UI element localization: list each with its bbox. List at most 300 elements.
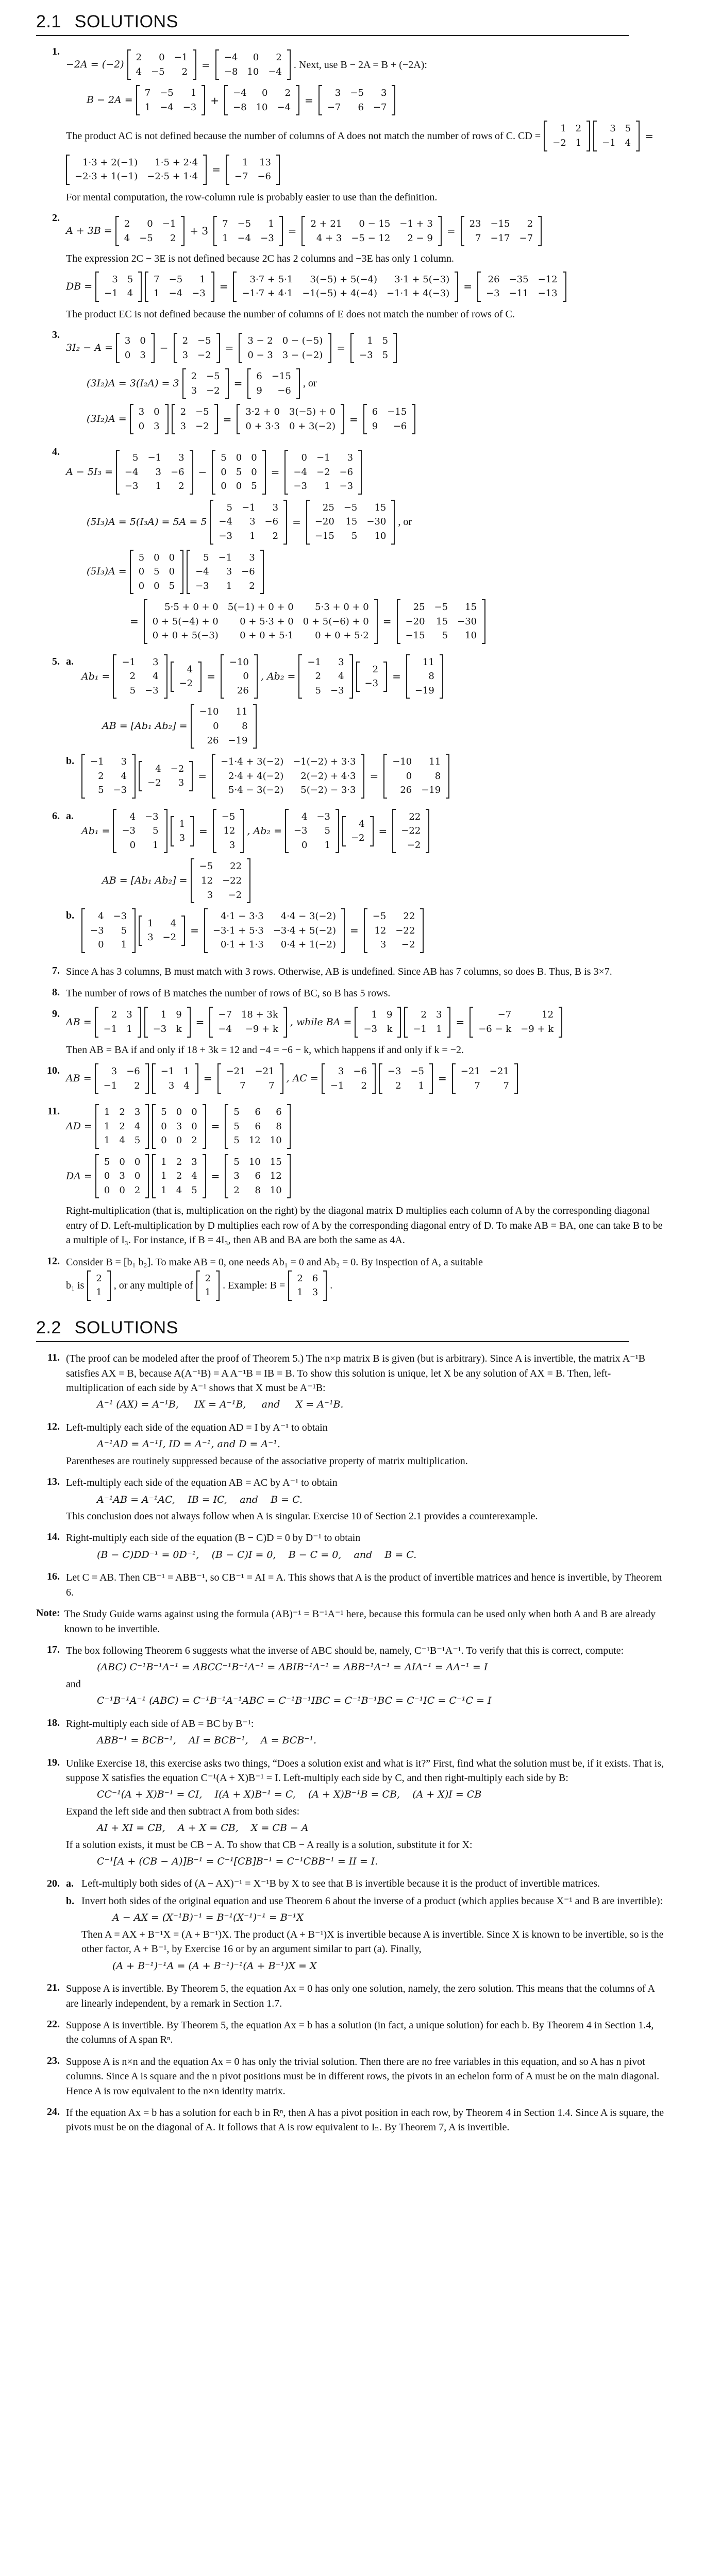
matrix-entry: −1	[413, 1024, 427, 1035]
matrix-entry: 3	[138, 406, 145, 418]
matrix-entry: −3	[293, 481, 307, 492]
matrix-entry: 5	[127, 274, 133, 285]
exercise-number: 1.	[52, 46, 60, 58]
matrix-entry: 0	[134, 1171, 141, 1182]
matrix	[225, 1154, 290, 1199]
matrix-entry: −15	[271, 371, 291, 382]
equation: (ABC) C⁻¹B⁻¹A⁻¹ = ABCC⁻¹B⁻¹A⁻¹ = ABIB⁻¹A⁻¹ = ABB⁻¹A⁻¹ = AIA⁻¹ = AA⁻¹ = I	[97, 1662, 488, 1673]
matrix-entry: −1	[218, 552, 232, 563]
matrix	[116, 333, 155, 363]
matrix-entry: 3	[380, 939, 387, 951]
matrix-entry: −2	[206, 385, 220, 396]
matrix-entry: 12	[542, 1009, 554, 1021]
matrix-entry: 5	[132, 452, 139, 464]
matrix-entry: 15	[436, 616, 448, 627]
matrix-entry: −19	[421, 785, 441, 796]
matrix-entry: −3	[124, 481, 139, 492]
matrix-entry: 2	[575, 123, 582, 134]
matrix-entry: −4	[277, 101, 291, 113]
matrix	[196, 1270, 220, 1301]
matrix-entry: 2	[129, 671, 136, 682]
matrix	[95, 1063, 149, 1094]
matrix-entry: −5	[434, 602, 448, 613]
matrix-entry: 8	[276, 1121, 282, 1132]
exercise-11: 11. AD = 1 2 3 1 2 4 1 4 5 5 0 0 0 3 0 0 0 2 = 5 6 6 5 6 8 5 12 10 DA = 5 0 0 0 3 0 0 0 2 1 2 3 1 2 4 1 4 5 = 5 10 15 3 6 12 2 8 10 Right-multiplication (that is, multiplication on the right) by the diagonal matrix D multiplies each column of A by the corresponding diagonal entry of D. Left-multiplication by D multiplies each row of A by the corresponding diagonal entry of D. To make AB = BA, one can take B to be a multiple of I₃. For instance, if B = 4I₃, then AB and BA are both the same as 4A.	[36, 1104, 668, 1248]
matrix-entry: 1	[222, 232, 228, 244]
matrix-entry: 4	[625, 138, 631, 148]
section-2-2-exercises	[36, 1350, 668, 1601]
equation-text: b₁ is	[66, 1280, 85, 1292]
matrix-entry: 3·7 + 5·1	[249, 274, 293, 285]
note-label: Note:	[36, 1607, 60, 1619]
matrix-entry: 22	[409, 811, 421, 822]
matrix-entry: 2	[315, 671, 321, 682]
exercise	[36, 1755, 668, 1871]
matrix-entry: 0	[98, 939, 104, 951]
matrix-entry: −5	[160, 88, 174, 99]
matrix-entry: 2	[119, 1107, 125, 1118]
matrix-entry: 2	[284, 88, 291, 99]
matrix-entry: 5	[226, 502, 232, 513]
equation-text: . Next, use B − 2A = B + (−2A):	[293, 59, 427, 71]
equation-text: AB =	[66, 1016, 92, 1028]
note	[36, 1606, 668, 1637]
matrix	[461, 216, 542, 246]
matrix-entry: −2·5 + 1·4	[147, 171, 198, 182]
matrix	[350, 333, 397, 363]
matrix-entry: 1	[371, 1009, 377, 1021]
matrix	[383, 754, 449, 799]
matrix-entry: 15	[465, 602, 477, 613]
matrix-entry: −15	[490, 218, 510, 230]
matrix-entry: 15	[374, 502, 387, 513]
matrix-entry: −5	[197, 335, 211, 346]
exercise-9: 9. AB = 2 3 −1 1 1 9 −3 k = −7 18 + 3k −4 −9 + k , while BA = 1 9 −3 k 2 3 −1 1 = −7 12 −6 − k −9 + k Then AB = BA if and only if 18 + 3k = 12 and −4 = −6 − k, which happens if and only if k = −2.	[36, 1007, 668, 1058]
matrix-entry: −3	[182, 101, 197, 113]
matrix	[212, 754, 365, 799]
matrix-entry: 5	[134, 1135, 141, 1146]
matrix-entry: 0	[191, 1107, 197, 1118]
matrix-entry: −19	[414, 685, 434, 696]
matrix-entry: 2	[176, 1156, 182, 1167]
matrix-entry: 0 + 5·3 + 0	[240, 616, 294, 627]
matrix-entry: 0	[138, 566, 145, 578]
paragraph: (The proof can be modeled after the proof of Theorem 5.) The n×p matrix B is given (but is arbitrary). Since A is invertible, the matrix A⁻¹B satisfies AX = B, because A(A⁻¹B) = A A⁻¹B = IB = B. To show this solution is unique, let X be any solution of AX = B. Then, left-multiplication of each side by A⁻¹ shows that X must be A⁻¹B:	[66, 1353, 646, 1394]
matrix-entry: 1	[161, 1184, 167, 1196]
matrix-entry: 4	[176, 1184, 182, 1196]
matrix-entry: 4	[129, 811, 136, 822]
matrix-entry: 0	[169, 566, 175, 578]
matrix	[593, 121, 640, 151]
matrix-entry: −5	[372, 911, 387, 922]
matrix-entry: −10	[229, 656, 249, 668]
matrix-entry: 7	[475, 232, 481, 244]
matrix-entry: 6	[276, 1107, 282, 1118]
matrix-entry: −2	[195, 420, 209, 432]
matrix-entry: −3·1 + 5·3	[212, 925, 264, 936]
matrix-entry: 0	[124, 349, 131, 361]
matrix-entry: 1	[153, 839, 159, 851]
matrix-entry: −3	[113, 785, 127, 796]
matrix-entry: 5	[191, 1184, 197, 1196]
matrix-entry: k	[176, 1024, 182, 1035]
matrix-entry: −7	[234, 171, 248, 182]
matrix	[544, 121, 590, 151]
matrix-entry: −1(−5) + 4(−4)	[302, 288, 377, 299]
matrix-entry: 0	[236, 481, 242, 492]
exercise-8	[36, 985, 668, 1002]
matrix	[209, 1007, 287, 1037]
matrix-entry: 22	[403, 911, 415, 922]
matrix-entry: 10	[270, 1184, 282, 1196]
matrix-entry: 7	[222, 218, 228, 230]
matrix-entry: −5	[237, 218, 252, 230]
matrix-entry: 0	[154, 580, 160, 591]
matrix-entry: −6	[170, 466, 185, 478]
matrix	[221, 654, 258, 699]
matrix-entry: −3	[330, 685, 344, 696]
matrix-entry: −8	[224, 66, 238, 77]
matrix-entry: 0	[140, 335, 146, 346]
matrix-entry: −6	[126, 1065, 140, 1077]
matrix-entry: 5	[382, 349, 389, 361]
matrix-entry: 3	[191, 385, 197, 396]
matrix-entry: 2	[395, 1080, 401, 1091]
exercise-6: 6. a. Ab₁ = 4 −3 −3 5 0 1 1 3 = −5 12 3 , Ab₂ = 4 −3 −3 5 0 1 4 −2 = 22 −22 −2 AB = [Ab₁ Ab₂] = −5 22 12 −22 3 −2 b. 4 −3 −3 5 0 1 1 4 3 −2 = 4·1 − 3·3 4·4 − 3(−2) −3·1 + 5·3 −3·4 + 5(−2) 0·1 + 1·3 0·4 + 1(−2) = −5 22 12 −22 3 −2	[36, 809, 668, 958]
matrix-entry: 2	[111, 1009, 118, 1021]
matrix-entry: 3 − (−2)	[282, 349, 323, 361]
matrix-entry: 26	[488, 274, 500, 285]
matrix-entry: 4	[153, 671, 159, 682]
equation: C⁻¹[A + (CB − A)]B⁻¹ = C⁻¹[CB]B⁻¹ = C⁻¹CBB⁻¹ = II = I.	[97, 1856, 378, 1868]
matrix-entry: 18 + 3k	[241, 1009, 278, 1021]
exercise	[36, 2054, 668, 2099]
matrix-entry: 2 − 9	[407, 232, 433, 244]
paragraph: Unlike Exercise 18, this exercise asks two things, “Does a solution exist and what is it?” First, find what the solution must be, if it exists. That is, suppose X satisfies the equation C⁻¹(A + X)B⁻¹ = I. Left-multiply each side by C, and then right-multiply each side by B:	[66, 1757, 664, 1784]
matrix-entry: 4	[134, 1121, 141, 1132]
matrix-entry: 5	[233, 1156, 240, 1167]
paragraph: If a solution exists, it must be CB − A. To show that CB − A really is a solution, substitute it for X:	[66, 1839, 473, 1851]
matrix-entry: 10	[247, 66, 259, 77]
paragraph: Left-multiply each side of the equation AD = I by A⁻¹ to obtain	[66, 1421, 328, 1433]
matrix-entry: −1	[330, 1080, 344, 1091]
matrix-entry: −1	[104, 288, 118, 299]
matrix-entry: −3	[192, 288, 206, 299]
matrix-entry: 4	[338, 671, 344, 682]
exercise-7	[36, 963, 668, 980]
matrix-entry: 7	[144, 88, 151, 99]
paragraph: Consider B = [b₁ b₂]. To make AB = 0, one needs Ab₁ = 0 and Ab₂ = 0. By inspection of A, a suitable	[66, 1256, 483, 1268]
matrix-entry: 1	[155, 481, 161, 492]
matrix	[191, 858, 251, 903]
exercise	[36, 1980, 668, 2012]
paragraph: The expression 2C − 3E is not defined because 2C has 2 columns and −3E has only 1 column.	[66, 253, 454, 265]
matrix-entry: 0	[147, 218, 153, 230]
matrix	[397, 599, 486, 644]
matrix-entry: −6	[257, 171, 271, 182]
matrix-entry: 1	[126, 1024, 132, 1035]
section-number: 2.2	[36, 1317, 61, 1337]
matrix-entry: −4	[233, 88, 247, 99]
matrix-entry: 10	[374, 531, 387, 542]
matrix-entry: −2	[162, 932, 177, 943]
matrix-entry: 2	[191, 1135, 197, 1146]
matrix-entry: −35	[509, 274, 529, 285]
matrix-entry: 3(−5) + 0	[289, 406, 336, 418]
matrix-entry: −1(−2) + 3·3	[293, 756, 356, 768]
matrix-entry: −22	[222, 875, 242, 886]
matrix	[130, 550, 183, 595]
matrix-entry: 0	[138, 420, 145, 432]
exercise	[36, 1569, 668, 1601]
matrix	[139, 761, 193, 791]
matrix-entry: −6	[393, 420, 407, 432]
matrix	[95, 1104, 149, 1149]
matrix	[379, 1063, 433, 1094]
matrix-entry: 2	[181, 66, 188, 77]
section-number: 2.1	[36, 12, 61, 31]
matrix	[152, 1154, 206, 1199]
exercise-number: 19.	[47, 1756, 60, 1768]
equation-text: , AC =	[286, 1073, 319, 1084]
matrix-entry: −3	[316, 811, 330, 822]
matrix	[145, 272, 214, 302]
matrix	[204, 908, 345, 953]
matrix-entry: 5(−2) − 3·3	[300, 785, 356, 796]
matrix-entry: 2	[249, 580, 255, 591]
matrix-entry: 10	[465, 630, 477, 641]
exercise-number: 11.	[47, 1106, 60, 1117]
exercise	[36, 1716, 668, 1750]
matrix-entry: 1	[242, 157, 248, 168]
matrix-entry: −4	[268, 66, 282, 77]
matrix-entry: −1·7 + 4·1	[242, 288, 293, 299]
paragraph: and	[66, 1678, 81, 1690]
matrix-entry: −5 − 12	[351, 232, 391, 244]
matrix-entry: −2	[228, 889, 242, 901]
matrix-entry: −10	[392, 756, 412, 768]
section-title: SOLUTIONS	[74, 1317, 178, 1337]
matrix-entry: 0 + 0 + 5(−3)	[152, 630, 219, 641]
equation-text: , while BA =	[290, 1016, 352, 1028]
matrix	[152, 1063, 198, 1094]
matrix-entry: 0	[236, 452, 242, 464]
matrix	[247, 368, 299, 399]
matrix-entry: 2	[372, 664, 379, 675]
matrix-entry: −1	[602, 138, 616, 148]
matrix-entry: −2	[552, 138, 566, 148]
matrix-entry: −3	[339, 481, 354, 492]
matrix-entry: 1	[367, 335, 373, 346]
matrix	[136, 85, 206, 115]
matrix-entry: −5	[350, 88, 364, 99]
part-label: a.	[66, 655, 74, 667]
matrix-entry: 5	[442, 630, 448, 641]
matrix-entry: 0	[154, 552, 160, 563]
matrix-entry: 2	[361, 1080, 367, 1091]
matrix	[191, 704, 257, 749]
matrix-entry: −1·1 + 4(−3)	[387, 288, 450, 299]
matrix-entry: −4	[237, 232, 252, 244]
paragraph: Invert both sides of the original equation and use Theorem 6 about the inverse of a product (which applies because X⁻¹ and B are invertible):	[81, 1895, 663, 1907]
matrix-entry: −22	[401, 825, 421, 837]
matrix	[116, 450, 193, 495]
matrix-entry: 1	[560, 123, 566, 134]
matrix-entry: 2	[272, 531, 279, 542]
matrix	[182, 368, 229, 399]
matrix-entry: −11	[509, 288, 529, 299]
matrix-entry: 23	[469, 218, 481, 230]
matrix	[233, 272, 458, 302]
matrix-entry: −30	[457, 616, 477, 627]
matrix-entry: 3	[121, 756, 127, 768]
matrix-entry: −2	[316, 466, 330, 478]
matrix-entry: −3·4 + 5(−2)	[273, 925, 336, 936]
matrix	[355, 1007, 401, 1037]
matrix-entry: 10	[270, 1135, 282, 1146]
matrix-entry: 2	[421, 1009, 427, 1021]
matrix-entry: 3	[338, 656, 344, 668]
matrix-entry: 0	[138, 580, 145, 591]
matrix-entry: 2	[276, 52, 282, 63]
matrix	[224, 85, 299, 115]
matrix-entry: 3(−5) + 5(−4)	[310, 274, 377, 285]
matrix-entry: −10	[199, 706, 219, 718]
matrix-entry: −3	[486, 288, 500, 299]
paragraph: The product AC is not defined because the number of columns of A does not match the number of rows of C. CD =	[66, 130, 541, 142]
matrix-entry: 0	[221, 466, 227, 478]
matrix-entry: 1	[324, 839, 330, 851]
paragraph: Expand the left side and then subtract A from both sides:	[66, 1805, 300, 1817]
matrix-entry: −7	[218, 1009, 232, 1021]
exercise-number: 2.	[52, 212, 60, 224]
exercise-number: 21.	[47, 1982, 60, 1994]
matrix-entry: 3·2 + 0	[245, 406, 280, 418]
matrix-entry: 5	[154, 566, 160, 578]
equation-text: Ab₁ =	[81, 670, 110, 682]
matrix-entry: 5	[315, 685, 321, 696]
matrix-entry: 9	[386, 1009, 393, 1021]
matrix	[356, 662, 388, 692]
matrix	[139, 916, 185, 946]
matrix	[66, 155, 207, 185]
exercise-number: 23.	[47, 2055, 60, 2066]
section-heading-2-1	[36, 9, 629, 36]
matrix	[144, 1007, 191, 1037]
matrix	[237, 404, 344, 434]
matrix-entry: −2	[170, 763, 185, 774]
matrix-entry: 1	[205, 1287, 211, 1298]
matrix-entry: 4	[136, 66, 142, 77]
matrix-entry: 4	[170, 918, 177, 929]
matrix-entry: 1	[121, 939, 127, 951]
matrix	[452, 1063, 518, 1094]
matrix-entry: 2	[297, 1273, 303, 1284]
matrix-entry: −3	[122, 825, 136, 837]
exercise-12	[36, 1254, 668, 1306]
matrix-entry: −3	[387, 1065, 401, 1077]
matrix-entry: 0	[191, 1121, 197, 1132]
matrix-entry: 0 + 0 + 5·2	[315, 630, 369, 641]
matrix-entry: 12	[270, 1171, 282, 1182]
equation-text: AD =	[66, 1120, 92, 1132]
exercise-number: 8.	[52, 987, 60, 998]
matrix-entry: 0	[243, 671, 249, 682]
matrix-entry: 4·1 − 3·3	[220, 911, 264, 922]
matrix-entry: −15	[405, 630, 425, 641]
matrix-entry: 0 − (−5)	[282, 335, 323, 346]
matrix-entry: 3	[126, 1009, 132, 1021]
matrix-entry: −5	[206, 371, 220, 382]
matrix-entry: 4	[191, 1171, 197, 1182]
paragraph: Suppose A is n×n and the equation Ax = 0 has only the trivial solution. Then there are no free variables in this equation, and so A has n pivot columns. Since A is square and the n pivot positions must be in different rows, the pivots in an echelon form of A must be on the main diagonal. Hence A is row equivalent to the n×n identity matrix.	[66, 2056, 660, 2097]
matrix	[152, 1104, 206, 1149]
paragraph: Right-multiply each side of AB = BC by B⁻¹:	[66, 1718, 254, 1730]
matrix-entry: −3	[145, 811, 159, 822]
matrix-entry: −2	[147, 777, 161, 789]
paragraph: Left-multiply both sides of (A − AX)⁻¹ = X⁻¹B by X to see that B is invertible because it is the product of invertible matrices.	[81, 1877, 600, 1889]
matrix-entry: 12	[223, 825, 236, 837]
matrix-entry: 1	[418, 1080, 425, 1091]
matrix-entry: 5	[121, 925, 127, 936]
equation-text: AB = [Ab₁ Ab₂] =	[102, 875, 188, 887]
matrix-entry: 0	[253, 52, 259, 63]
section-2-2-exercises-continued	[36, 1642, 668, 1871]
matrix-entry: 5	[153, 825, 159, 837]
matrix-entry: 11	[422, 656, 434, 668]
matrix-entry: 2	[119, 1121, 125, 1132]
matrix-entry: 1	[144, 101, 151, 113]
matrix-entry: 4	[121, 770, 127, 782]
matrix-entry: 1	[190, 88, 197, 99]
matrix-entry: 15	[270, 1156, 282, 1167]
matrix-entry: 2	[98, 770, 104, 782]
paragraph: The Study Guide warns against using the formula (AB)⁻¹ = B⁻¹A⁻¹ here, because this formula can be used only when both A and B are already known to be invertible.	[64, 1608, 656, 1635]
matrix-entry: 1	[104, 1107, 110, 1118]
matrix-entry: 1	[96, 1287, 102, 1298]
matrix-entry: 0	[176, 1107, 182, 1118]
exercise-10: 10. AB = 3 −6 −1 2 −1 1 3 4 = −21 −21 7 7 , AC = 3 −6 −1 2 −3 −5 2 1 = −21 −21 7 7	[36, 1063, 668, 1099]
matrix-entry: −19	[228, 735, 248, 746]
matrix-entry: 7	[269, 1080, 275, 1091]
matrix-entry: −7	[327, 101, 341, 113]
matrix-entry: −9 + k	[245, 1024, 278, 1035]
equation-text: (3I₂)A =	[87, 413, 127, 425]
matrix-entry: 2	[176, 1171, 182, 1182]
matrix-entry: 5(−1) + 0 + 0	[227, 602, 294, 613]
exercise-number: 22.	[47, 2019, 60, 2030]
matrix-entry: 4	[124, 232, 130, 244]
matrix-entry: −20	[314, 516, 334, 528]
matrix	[322, 1063, 376, 1094]
matrix-entry: 3	[124, 335, 131, 346]
equation-text: −2A = (−2)	[66, 59, 124, 71]
paragraph: The box following Theorem 6 suggests what the inverse of ABC should be, namely, C⁻¹B⁻¹A⁻¹. To verify that this is correct, compute:	[66, 1645, 624, 1656]
matrix-entry: 1	[147, 918, 154, 929]
matrix-entry: −1	[147, 452, 161, 464]
matrix-entry: 0	[119, 1184, 125, 1196]
matrix-entry: 2	[527, 218, 533, 230]
equation-text: AB =	[66, 1073, 92, 1084]
matrix-entry: −3	[364, 678, 379, 689]
matrix-entry: 2	[205, 1273, 211, 1284]
matrix-entry: 4 + 3	[316, 232, 342, 244]
equation: C⁻¹B⁻¹A⁻¹ (ABC) = C⁻¹B⁻¹A⁻¹ABC = C⁻¹B⁻¹IBC = C⁻¹B⁻¹BC = C⁻¹IC = C⁻¹C = I	[97, 1695, 492, 1707]
exercise-number: 10.	[47, 1064, 60, 1076]
equation-text: (5I₃)A =	[87, 566, 127, 578]
matrix-entry: 5	[203, 552, 209, 563]
matrix-entry: 3	[112, 274, 118, 285]
